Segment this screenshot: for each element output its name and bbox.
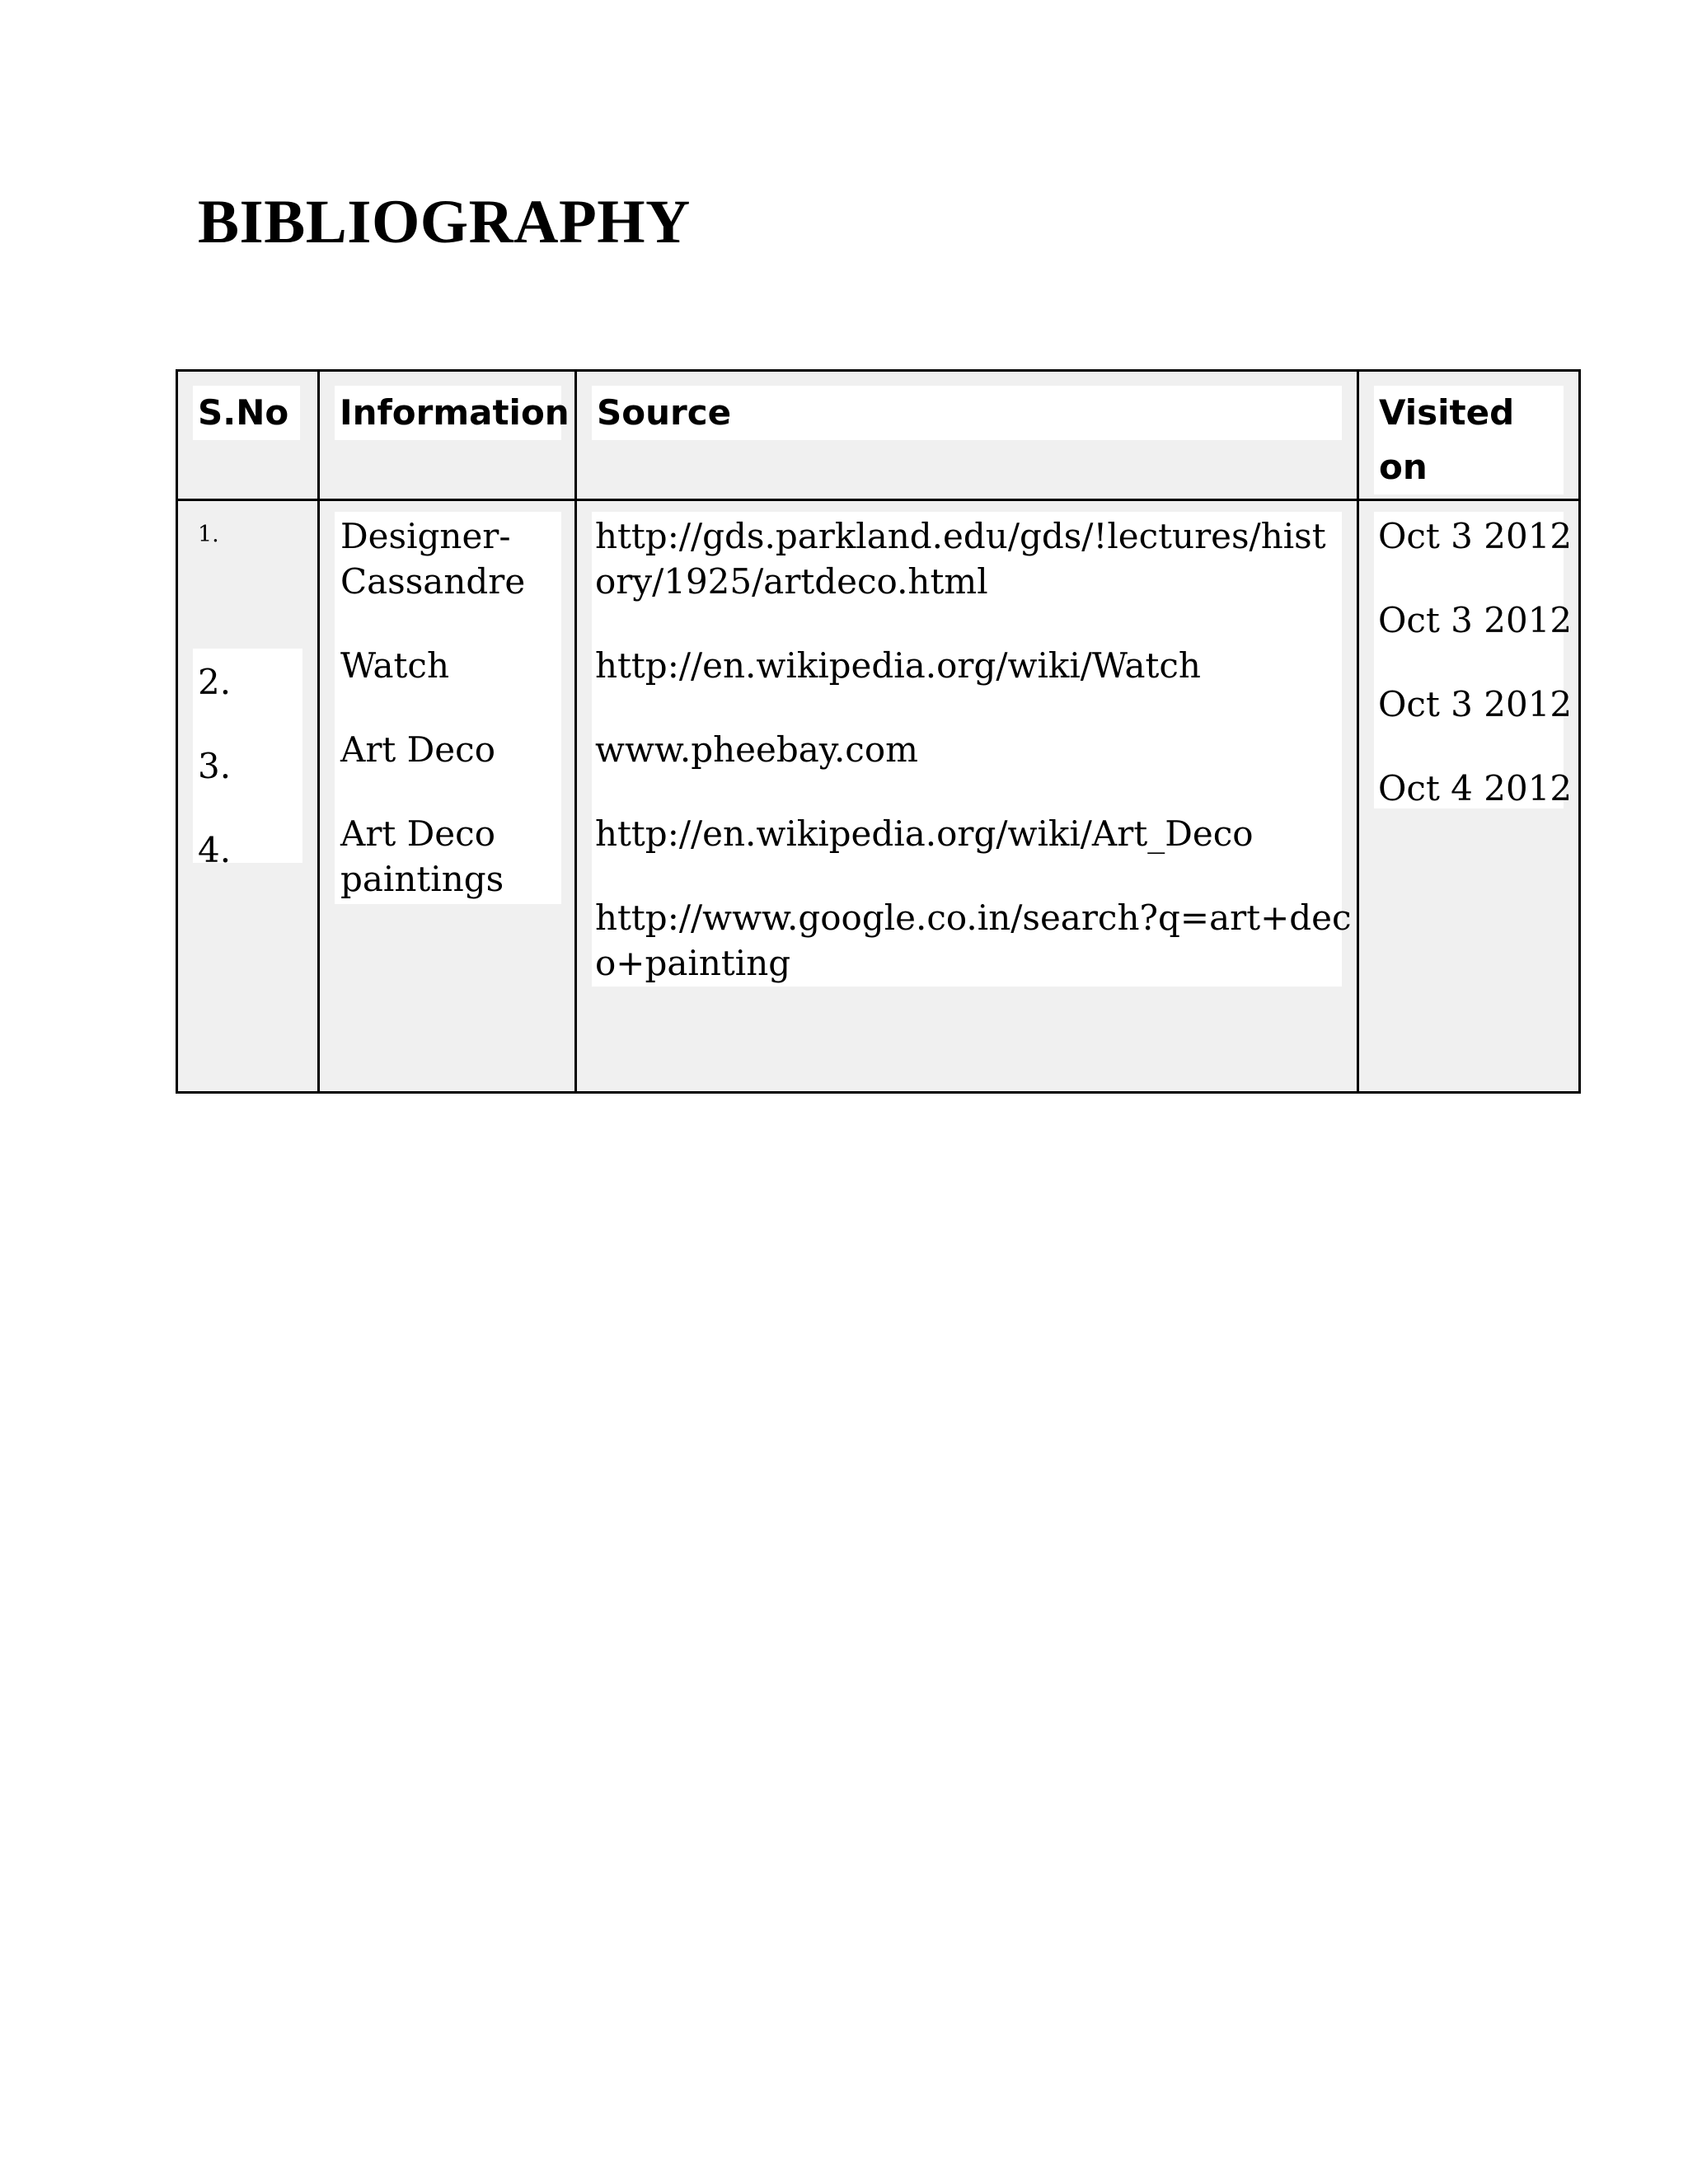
information-1-line2: Cassandre	[340, 561, 526, 602]
source-1-line1: http://gds.parkland.edu/gds/!lectures/hist	[595, 516, 1326, 556]
header-visited-on	[1374, 386, 1564, 494]
source-3: www.pheebay.com	[595, 729, 918, 770]
header-visited-line1: Visited	[1379, 392, 1515, 433]
visited-1: Oct 3 2012	[1378, 516, 1573, 556]
source-2: http://en.wikipedia.org/wiki/Watch	[595, 645, 1201, 686]
bibliography-table	[176, 369, 1581, 1094]
source-4: http://en.wikipedia.org/wiki/Art_Deco	[595, 813, 1254, 854]
information-4-line1: Art Deco	[340, 813, 495, 854]
visited-2: Oct 3 2012	[1378, 600, 1573, 640]
column-divider	[574, 372, 577, 1091]
information-2: Watch	[340, 645, 450, 686]
header-divider	[178, 499, 1578, 501]
visited-3: Oct 3 2012	[1378, 684, 1573, 724]
information-3: Art Deco	[340, 729, 495, 770]
sno-1: 1.	[198, 522, 219, 547]
sno-3: 3.	[198, 746, 232, 786]
page-title: BIBLIOGRAPHY	[198, 188, 691, 256]
header-sno: S.No	[193, 386, 300, 440]
header-information: Information	[335, 386, 561, 440]
header-visited-line2: on	[1379, 447, 1428, 487]
source-1-line2: ory/1925/artdeco.html	[595, 561, 988, 602]
column-divider	[317, 372, 320, 1091]
information-1-line1: Designer-	[340, 516, 511, 556]
sno-4: 4.	[198, 830, 232, 870]
source-5-line2: o+painting	[595, 943, 791, 983]
source-5-line1: http://www.google.co.in/search?q=art+dec	[595, 898, 1352, 938]
column-divider	[1357, 372, 1359, 1091]
information-4-line2: paintings	[340, 859, 504, 899]
visited-4: Oct 4 2012	[1378, 768, 1573, 808]
header-source: Source	[592, 386, 1342, 440]
sno-2: 2.	[198, 662, 232, 702]
